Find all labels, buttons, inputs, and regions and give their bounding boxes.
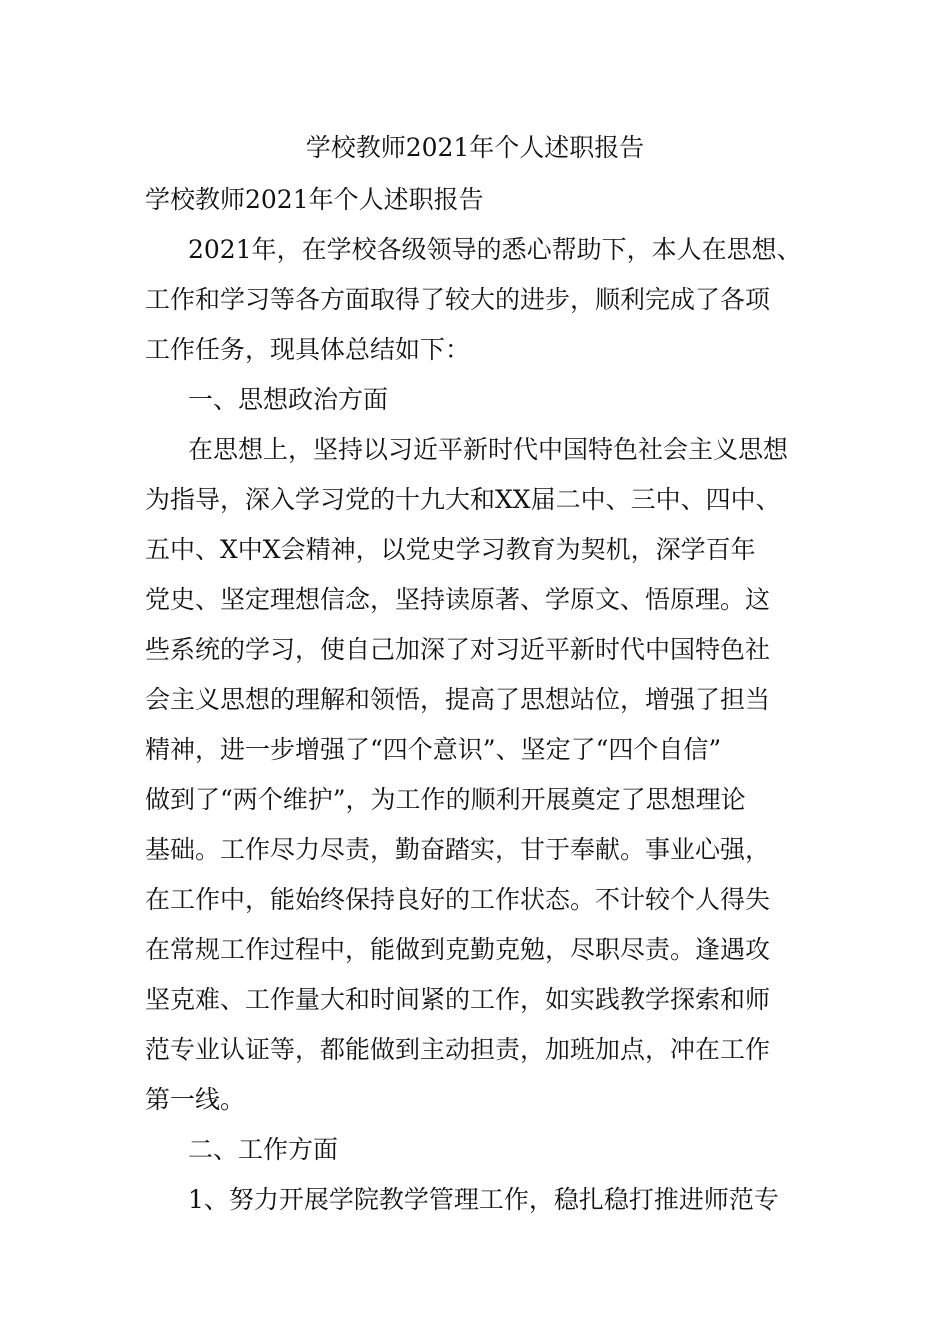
paragraph-line: 1、努力开展学院教学管理工作，稳扎稳打推进师范专 [188,1185,779,1214]
paragraph-line: 党史、坚定理想信念，坚持读原著、学原文、悟原理。这 [145,585,771,614]
paragraph-line: 范专业认证等，都能做到主动担责，加班加点，冲在工作 [145,1035,771,1064]
paragraph-line: 五中、X中X会精神，以党史学习教育为契机，深学百年 [145,535,756,564]
section-heading: 二、工作方面 [188,1135,339,1164]
paragraph-line: 精神，进一步增强了“四个意识”、坚定了“四个自信” [145,735,722,764]
paragraph-line: 基础。工作尽力尽责，勤奋踏实，甘于奉献。事业心强， [145,835,771,864]
section-heading: 一、思想政治方面 [188,385,389,414]
paragraph-line: 坚克难、工作量大和时间紧的工作，如实践教学探索和师 [145,985,771,1014]
paragraph-line: 在常规工作过程中，能做到克勤克勉，尽职尽责。逢遇攻 [145,935,771,964]
subtitle-line: 学校教师2021年个人述职报告 [145,185,484,214]
paragraph-line: 工作和学习等各方面取得了较大的进步，顺利完成了各项 [145,285,771,314]
paragraph-line: 工作任务，现具体总结如下： [145,335,471,364]
paragraph-line: 在思想上，坚持以习近平新时代中国特色社会主义思想 [188,435,789,464]
paragraph-line: 为指导，深入学习党的十九大和XX届二中、三中、四中、 [145,485,781,514]
paragraph-line: 会主义思想的理解和领悟，提高了思想站位，增强了担当 [145,685,771,714]
document-title: 学校教师2021年个人述职报告 [305,133,645,162]
paragraph-line: 2021年，在学校各级领导的悉心帮助下，本人在思想、 [188,235,802,264]
paragraph-line: 做到了“两个维护”，为工作的顺利开展奠定了思想理论 [145,785,746,814]
paragraph-line: 些系统的学习，使自己加深了对习近平新时代中国特色社 [145,635,771,664]
paragraph-line: 第一线。 [145,1085,246,1114]
paragraph-line: 在工作中，能始终保持良好的工作状态。不计较个人得失 [145,885,771,914]
